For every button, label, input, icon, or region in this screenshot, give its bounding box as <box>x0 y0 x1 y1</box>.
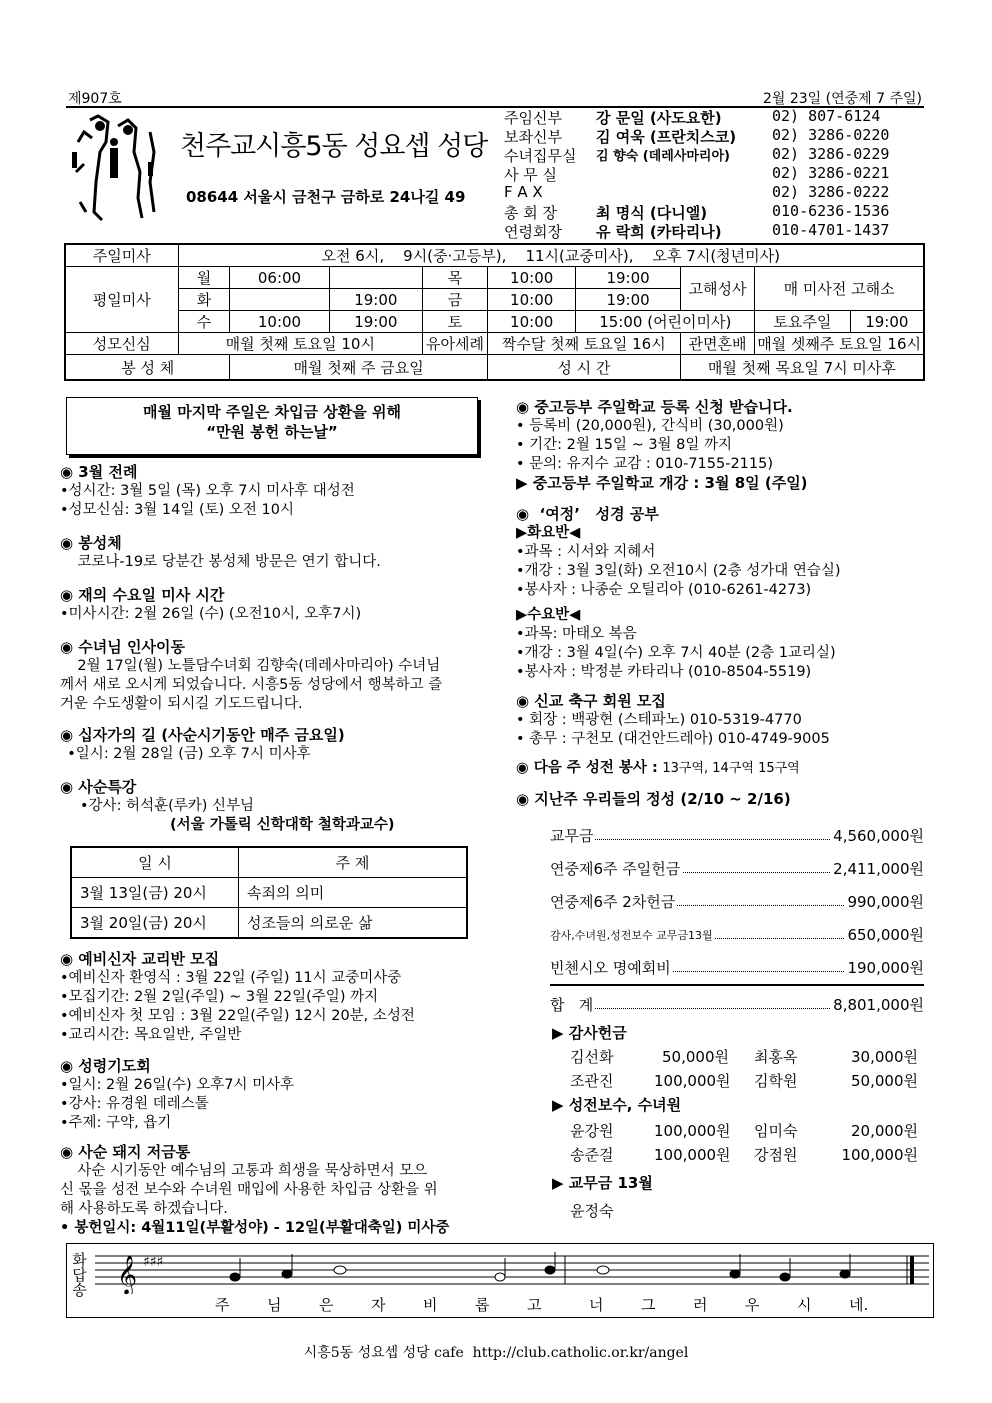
donation-amount: 100,000원 <box>654 1072 731 1090</box>
time-cell: 06:00 <box>230 267 329 289</box>
lecture-topic: 성조들의 의로운 삶 <box>239 908 468 939</box>
text-line: •과목 : 시서와 지혜서 <box>516 544 656 560</box>
day-thu: 목 <box>423 267 488 289</box>
list-item <box>550 883 924 916</box>
contacts-list <box>496 107 924 240</box>
total-label: 합 계 <box>550 996 594 1014</box>
contact-phone: 010-4701-1437 <box>772 221 890 239</box>
marian-label: 성모신심 <box>65 333 178 355</box>
contact-name: 최 명식 (다니엘) <box>596 204 708 222</box>
right-column <box>516 398 926 809</box>
text-line: •성시간: 3월 5일 (목) 오후 7시 미사후 대성전 <box>60 483 355 499</box>
section-title: ◉ 지난주 우리들의 정성 (2/10 ~ 2/16) <box>516 790 791 808</box>
text-line: 해 사용하도록 하겠습니다. <box>60 1201 228 1217</box>
lyric-syllable: 그 <box>641 1296 656 1314</box>
table-row <box>65 244 924 267</box>
text-line: 께서 새로 오시게 되었습니다. 시흥5동 성당에서 행복하고 즐 <box>60 677 443 693</box>
total-amount: 8,801,000원 <box>833 996 924 1014</box>
table-row <box>71 847 467 878</box>
text-line: • 문의: 유지수 교감 : 010-7155-2115) <box>516 456 774 472</box>
text-line: •과목: 마태오 복음 <box>516 626 637 642</box>
list-item <box>550 916 924 949</box>
confession-label: 고해성사 <box>680 267 754 311</box>
text-line: •교리시간: 목요일반, 주일반 <box>60 1027 242 1043</box>
contact-role: 총 회 장 <box>504 204 558 222</box>
time-cell: 19:00 <box>576 267 680 289</box>
offering-amount: 4,560,000원 <box>833 827 924 845</box>
lyric-syllable: 은 <box>319 1296 334 1314</box>
text-line: •일시: 2월 28일 (금) 오후 7시 미사후 <box>67 746 311 762</box>
section-title: ◉ 봉성체 <box>60 534 122 552</box>
infant-baptism-label: 유아세례 <box>423 333 488 355</box>
donor-name: 김학원 <box>754 1072 798 1090</box>
marian-text: 매월 첫째 토요일 10시 <box>178 333 423 355</box>
time-cell: 19:00 <box>329 311 422 333</box>
text-line: •강사: 허석훈(루카) 신부님 <box>80 798 255 814</box>
section-title: ◉ 사순 돼지 저금통 <box>60 1143 191 1161</box>
holy-family-logo <box>70 112 160 224</box>
lyric-syllable: 비 <box>423 1296 438 1314</box>
contact-name: 강 문일 (사도요한) <box>596 109 722 127</box>
donation-row <box>552 1200 922 1224</box>
time-cell: 10:00 <box>487 267 576 289</box>
time-cell: 10:00 <box>230 311 329 333</box>
contact-role: 주임신부 <box>504 109 562 127</box>
donation-amount: 50,000원 <box>662 1048 729 1066</box>
lyric-syllable: 고 <box>527 1296 542 1314</box>
sunday-mass-label: 주일미사 <box>65 244 178 267</box>
footer-cafe-link[interactable]: 시흥5동 성요셉 성당 cafe http://club.catholic.or.kr/angel <box>303 1345 689 1361</box>
issue-date: 2월 23일 (연중제 7 주일) <box>762 91 922 107</box>
offering-amount: 2,411,000원 <box>833 860 924 878</box>
donation-amount: 50,000원 <box>851 1072 918 1090</box>
text-line: • 봉헌일시: 4월11일(부활성야) - 12일(부활대축일) 미사중 <box>60 1220 450 1236</box>
day-tue: 화 <box>178 289 230 311</box>
sharp-icon: ♯♯♯ <box>143 1254 164 1270</box>
contact-row <box>496 145 924 164</box>
class-label: ▶수요반◀ <box>516 607 581 623</box>
list-item <box>550 949 924 982</box>
section-title: ◉ 신교 축구 회원 모집 <box>516 692 666 710</box>
time-cell: 19:00 <box>576 289 680 311</box>
donor-name: 윤강원 <box>570 1122 614 1140</box>
text-line: •성모신심: 3월 14일 (토) 오전 10시 <box>60 502 294 518</box>
donation-row <box>552 1120 922 1144</box>
total-row <box>550 986 924 1019</box>
holy-hour-text: 매월 첫째 목요일 7시 미사후 <box>680 355 924 381</box>
text-line: 신 몫을 성전 보수와 수녀원 매입에 사용한 차입금 상환을 위 <box>60 1182 438 1198</box>
lyric-syllable: 자 <box>371 1296 386 1314</box>
contact-role: 연령회장 <box>504 223 562 241</box>
holy-hour-label: 성 시 간 <box>487 355 680 381</box>
eucharist-label: 봉 성 체 <box>65 355 230 381</box>
contact-name: 김 향숙 (데레사마리아) <box>596 149 730 164</box>
text-line: •봉사자 : 박정분 카타리나 (010-8504-5519) <box>516 664 812 680</box>
lyric-syllable: 네. <box>849 1296 869 1314</box>
section-title: ◉ 재의 수요일 미사 시간 <box>60 586 225 604</box>
donor-name: 송준걸 <box>570 1146 614 1164</box>
donation-amount: 30,000원 <box>851 1048 918 1066</box>
table-row <box>71 908 467 939</box>
text-line: • 총무 : 구천모 (대건안드레아) 010-4749-9005 <box>516 731 830 747</box>
contact-name: 유 락희 (카타리나) <box>596 223 722 241</box>
lyric-syllable: 님 <box>267 1296 282 1314</box>
time-cell: 10:00 <box>487 289 576 311</box>
table-row <box>65 311 924 333</box>
text-line: 13구역, 14구역 15구역 <box>662 761 800 776</box>
section-title: ◉ 예비신자 교리반 모집 <box>60 950 220 968</box>
donor-name: 최홍옥 <box>754 1048 798 1066</box>
time-cell <box>230 289 329 311</box>
day-fri: 금 <box>423 289 488 311</box>
contact-phone: 02) 3286-0229 <box>772 145 890 163</box>
donor-name: 강점원 <box>754 1146 798 1164</box>
contact-row <box>496 221 924 240</box>
day-wed: 수 <box>178 311 230 333</box>
lyric-syllable: 시 <box>797 1296 812 1314</box>
time-cell: 10:00 <box>487 311 576 333</box>
table-row <box>65 333 924 355</box>
class-label: ▶화요반◀ <box>516 525 581 541</box>
section-title: ▶ 성전보수, 수녀원 <box>552 1096 682 1114</box>
contact-role: F A X <box>504 183 543 201</box>
text-line: • 기간: 2월 15일 ~ 3월 8일 까지 <box>516 437 733 453</box>
offering-name: 빈첸시오 명예회비 <box>550 959 671 977</box>
issue-number: 제907호 <box>68 91 122 107</box>
text-line: 2월 17일(월) 노틀담수녀회 김향숙(데레사마리아) 수녀님 <box>77 658 441 674</box>
donation-row <box>552 1144 922 1168</box>
text-line: •개강 : 3월 3일(화) 오전10시 (2층 성가대 연습실) <box>516 563 841 579</box>
psalm-lyrics <box>215 1294 875 1314</box>
lecture-topic: 속죄의 의미 <box>239 878 468 908</box>
offering-name: 감사,수녀원,성전보수 교무금13월 <box>550 929 713 942</box>
donation-amount: 100,000원 <box>841 1146 918 1164</box>
column-header: 주 제 <box>239 847 468 878</box>
lecture-date: 3월 13일(금) 20시 <box>71 878 239 908</box>
offering-name: 교무금 <box>550 827 594 845</box>
text-line: •봉사자 : 나종순 오틸리아 (010-6261-4273) <box>516 582 812 598</box>
text-line: 코로나-19로 당분간 봉성체 방문은 연기 합니다. <box>77 554 381 570</box>
text-line: •주제: 구약, 욥기 <box>60 1115 172 1131</box>
lyric-syllable: 롭 <box>475 1296 490 1314</box>
contact-phone: 02) 3286-0221 <box>772 164 890 182</box>
church-name: 천주교시흥5동 성요셉 성당 <box>180 131 488 162</box>
treble-clef-icon: 𝄞 <box>117 1255 138 1294</box>
offering-name: 연중제6주 주일헌금 <box>550 860 681 878</box>
text-line: •예비신자 환영식 : 3월 22일 (주일) 11시 교중미사중 <box>60 970 402 986</box>
day-mon: 월 <box>178 267 230 289</box>
contact-row <box>496 126 924 145</box>
marriage-text: 매월 셋째주 토요일 16시 <box>755 333 924 355</box>
list-item <box>550 817 924 850</box>
list-item <box>550 850 924 883</box>
table-row <box>71 878 467 908</box>
music-staff <box>95 1248 929 1294</box>
text-line: •개강 : 3월 4일(수) 오후 7시 40분 (2층 1교리실) <box>516 645 836 661</box>
offering-amount: 650,000원 <box>847 926 924 944</box>
contact-phone: 02) 3286-0220 <box>772 126 890 144</box>
contact-phone: 02) 3286-0222 <box>772 183 890 201</box>
donor-name: 김선화 <box>570 1048 614 1066</box>
contact-role: 수녀집무실 <box>504 147 577 165</box>
donations <box>552 1022 922 1224</box>
monthly-donation-notice <box>66 397 478 455</box>
section-title: ◉ 성령기도회 <box>60 1057 151 1075</box>
weekday-mass-label: 평일미사 <box>65 267 178 333</box>
section-title: ◉ 십자가의 길 (사순시기동안 매주 금요일) <box>60 726 345 744</box>
notice-line: “만원 봉헌 하는날” <box>206 423 338 441</box>
contact-row <box>496 183 924 202</box>
text-line: • 회장 : 백광현 (스테파노) 010-5319-4770 <box>516 712 802 728</box>
confession-text: 매 미사전 고해소 <box>755 267 924 311</box>
contact-role: 보좌신부 <box>504 128 562 146</box>
psalm-label-text: 화답송 <box>70 1252 88 1297</box>
donation-row <box>552 1046 922 1070</box>
section-title: ◉ 중고등부 주일학교 등록 신청 받습니다. <box>516 398 793 416</box>
donation-amount: 100,000원 <box>654 1146 731 1164</box>
offering-amount: 990,000원 <box>847 893 924 911</box>
contact-phone: 02) 807-6124 <box>772 107 881 125</box>
donor-name: 임미숙 <box>754 1122 798 1140</box>
offerings-list <box>550 817 924 1019</box>
section-title: ◉ 사순특강 <box>60 778 137 796</box>
marriage-label: 관면혼배 <box>680 333 754 355</box>
sat-sunday-label: 토요주일 <box>755 311 850 333</box>
text-line: (서울 가톨릭 신학대학 철학과교수) <box>170 817 395 833</box>
section-title: ▶ 교무금 13월 <box>552 1174 653 1192</box>
section-title: ◉ 다음 주 성전 봉사 : <box>516 760 658 776</box>
table-row <box>65 267 924 289</box>
text-line: •일시: 2월 26일(수) 오후7시 미사후 <box>60 1077 295 1093</box>
contact-row <box>496 202 924 221</box>
contact-row <box>496 164 924 183</box>
donor-name: 윤정숙 <box>570 1202 614 1220</box>
offering-amount: 190,000원 <box>847 959 924 977</box>
section-title: ◉ ‘여정’ 성경 공부 <box>516 505 659 523</box>
text-line: •모집기간: 2월 2일(주일) ~ 3월 22일(주일) 까지 <box>60 989 379 1005</box>
table-row <box>65 355 924 381</box>
time-cell: 19:00 <box>329 289 422 311</box>
church-address: 08644 서울시 금천구 금하로 24나길 49 <box>186 188 466 206</box>
section-title: ▶ 감사헌금 <box>552 1024 627 1042</box>
lyric-syllable: 우 <box>745 1296 760 1314</box>
psalm-label <box>69 1252 89 1302</box>
lyric-syllable: 러 <box>693 1296 708 1314</box>
text-line: ▶ 중고등부 주일학교 개강 : 3월 8일 (주일) <box>516 474 808 492</box>
text-line: 사순 시기동안 예수님의 고통과 희생을 묵상하면서 모으 <box>77 1163 428 1179</box>
lyric-syllable: 너 <box>589 1296 604 1314</box>
time-cell <box>329 267 422 289</box>
section-title: ◉ 3월 전례 <box>60 463 138 481</box>
donor-name: 조관진 <box>570 1072 614 1090</box>
time-cell: 15:00 (어린이미사) <box>576 311 755 333</box>
text-line: • 등록비 (20,000원), 간식비 (30,000원) <box>516 418 784 434</box>
left-column <box>60 463 480 835</box>
text-line: •강사: 유경원 데레스톨 <box>60 1096 209 1112</box>
donation-amount: 100,000원 <box>654 1122 731 1140</box>
donation-row <box>552 1070 922 1094</box>
mass-schedule-table <box>64 243 925 381</box>
contact-row <box>496 107 924 126</box>
responsorial-psalm-box <box>66 1243 934 1318</box>
lyric-syllable: 주 <box>215 1296 230 1314</box>
infant-baptism-text: 짝수달 첫째 토요일 16시 <box>487 333 680 355</box>
lecture-date: 3월 20일(금) 20시 <box>71 908 239 939</box>
column-header: 일 시 <box>71 847 239 878</box>
contact-role: 사 무 실 <box>504 166 558 184</box>
text-line: 거운 수도생활이 되시길 기도드립니다. <box>60 696 303 712</box>
contact-name: 김 여욱 (프란치스코) <box>596 128 737 146</box>
sunday-mass-times: 오전 6시, 9시(중·고등부), 11시(교중미사), 오후 7시(청년미사) <box>178 244 924 267</box>
notice-line: 매월 마지막 주일은 차입금 상환을 위해 <box>143 403 401 421</box>
day-sat: 토 <box>423 311 488 333</box>
donation-amount: 20,000원 <box>851 1122 918 1140</box>
sat-sunday-time: 19:00 <box>850 311 924 333</box>
eucharist-text: 매월 첫째 주 금요일 <box>230 355 488 381</box>
section-title: ◉ 수녀님 인사이동 <box>60 638 185 656</box>
lecture-table <box>70 846 468 939</box>
offering-name: 연중제6주 2차헌금 <box>550 893 676 911</box>
header-bar <box>66 86 924 108</box>
text-line: •예비신자 첫 모임 : 3월 22일(주일) 12시 20분, 소성전 <box>60 1008 415 1024</box>
text-line: •미사시간: 2월 26일 (수) (오전10시, 오후7시) <box>60 606 362 622</box>
contact-phone: 010-6236-1536 <box>772 202 890 220</box>
left-column-lower <box>60 950 480 1238</box>
